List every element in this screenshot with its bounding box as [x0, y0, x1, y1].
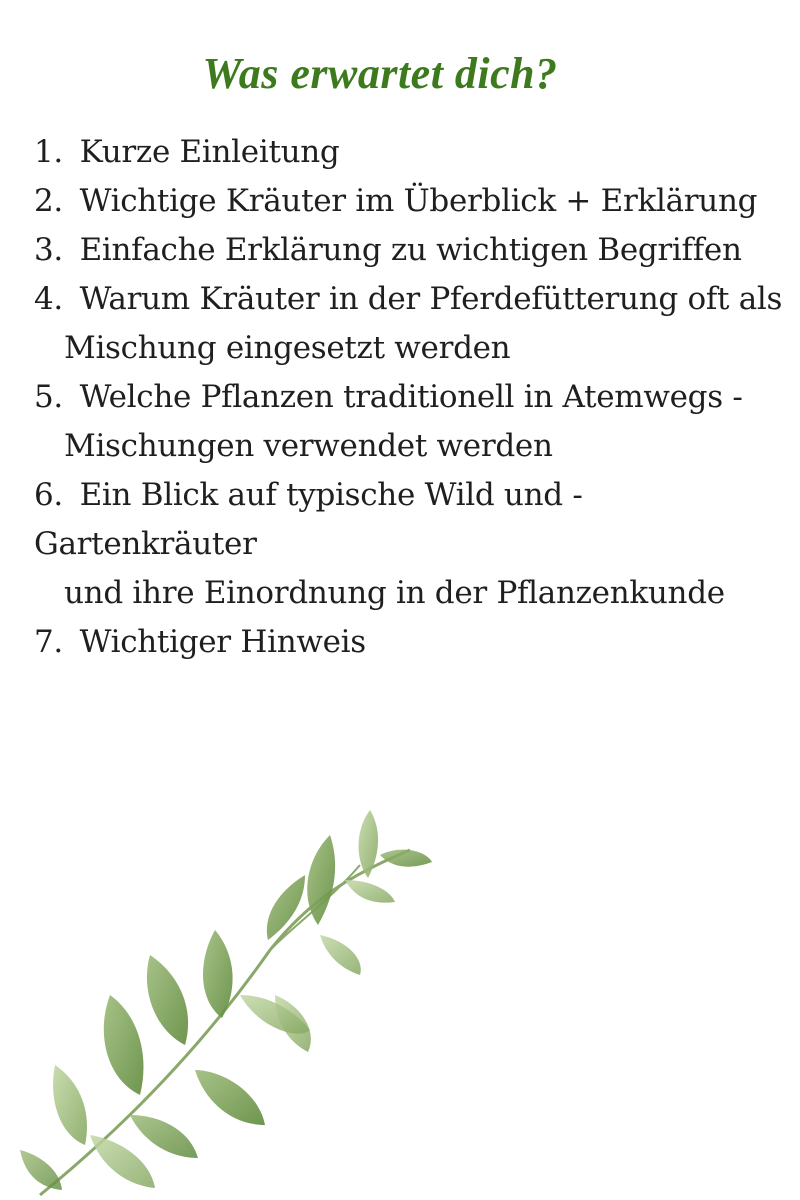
- eucalyptus-branch-icon: [0, 790, 460, 1200]
- item-number: 5.: [34, 379, 63, 415]
- page-title: Was erwartet dich?: [202, 49, 558, 98]
- item-number: 1.: [34, 134, 63, 170]
- item-text-continued: und ihre Einordnung in der Pflanzenkunde: [64, 575, 725, 611]
- item-text: Einfache Erklärung zu wichtigen Begriffen: [79, 232, 742, 268]
- list-item: [34, 471, 794, 618]
- list-item: [34, 226, 794, 275]
- item-text: Kurze Einleitung: [79, 134, 340, 170]
- item-text: Ein Blick auf typische Wild und - Gartenkräuter: [34, 477, 583, 562]
- item-text: Warum Kräuter in der Pferdefütterung oft als: [79, 281, 783, 317]
- item-text: Wichtige Kräuter im Überblick + Erklärung: [79, 183, 758, 219]
- item-text: Welche Pflanzen traditionell in Atemwegs -: [79, 379, 743, 415]
- list-item: [34, 373, 794, 471]
- item-number: 2.: [34, 183, 63, 219]
- item-text-continued: Mischung eingesetzt werden: [64, 330, 511, 366]
- item-number: 3.: [34, 232, 63, 268]
- list-item: [34, 618, 794, 667]
- item-text: Wichtiger Hinweis: [79, 624, 366, 660]
- list-item: [34, 177, 794, 226]
- item-number: 4.: [34, 281, 63, 317]
- list-item: [34, 275, 794, 373]
- list-item: [34, 128, 794, 177]
- item-text-continued: Mischungen verwendet werden: [64, 428, 553, 464]
- item-number: 6.: [34, 477, 63, 513]
- item-number: 7.: [34, 624, 63, 660]
- table-of-contents: [34, 128, 794, 667]
